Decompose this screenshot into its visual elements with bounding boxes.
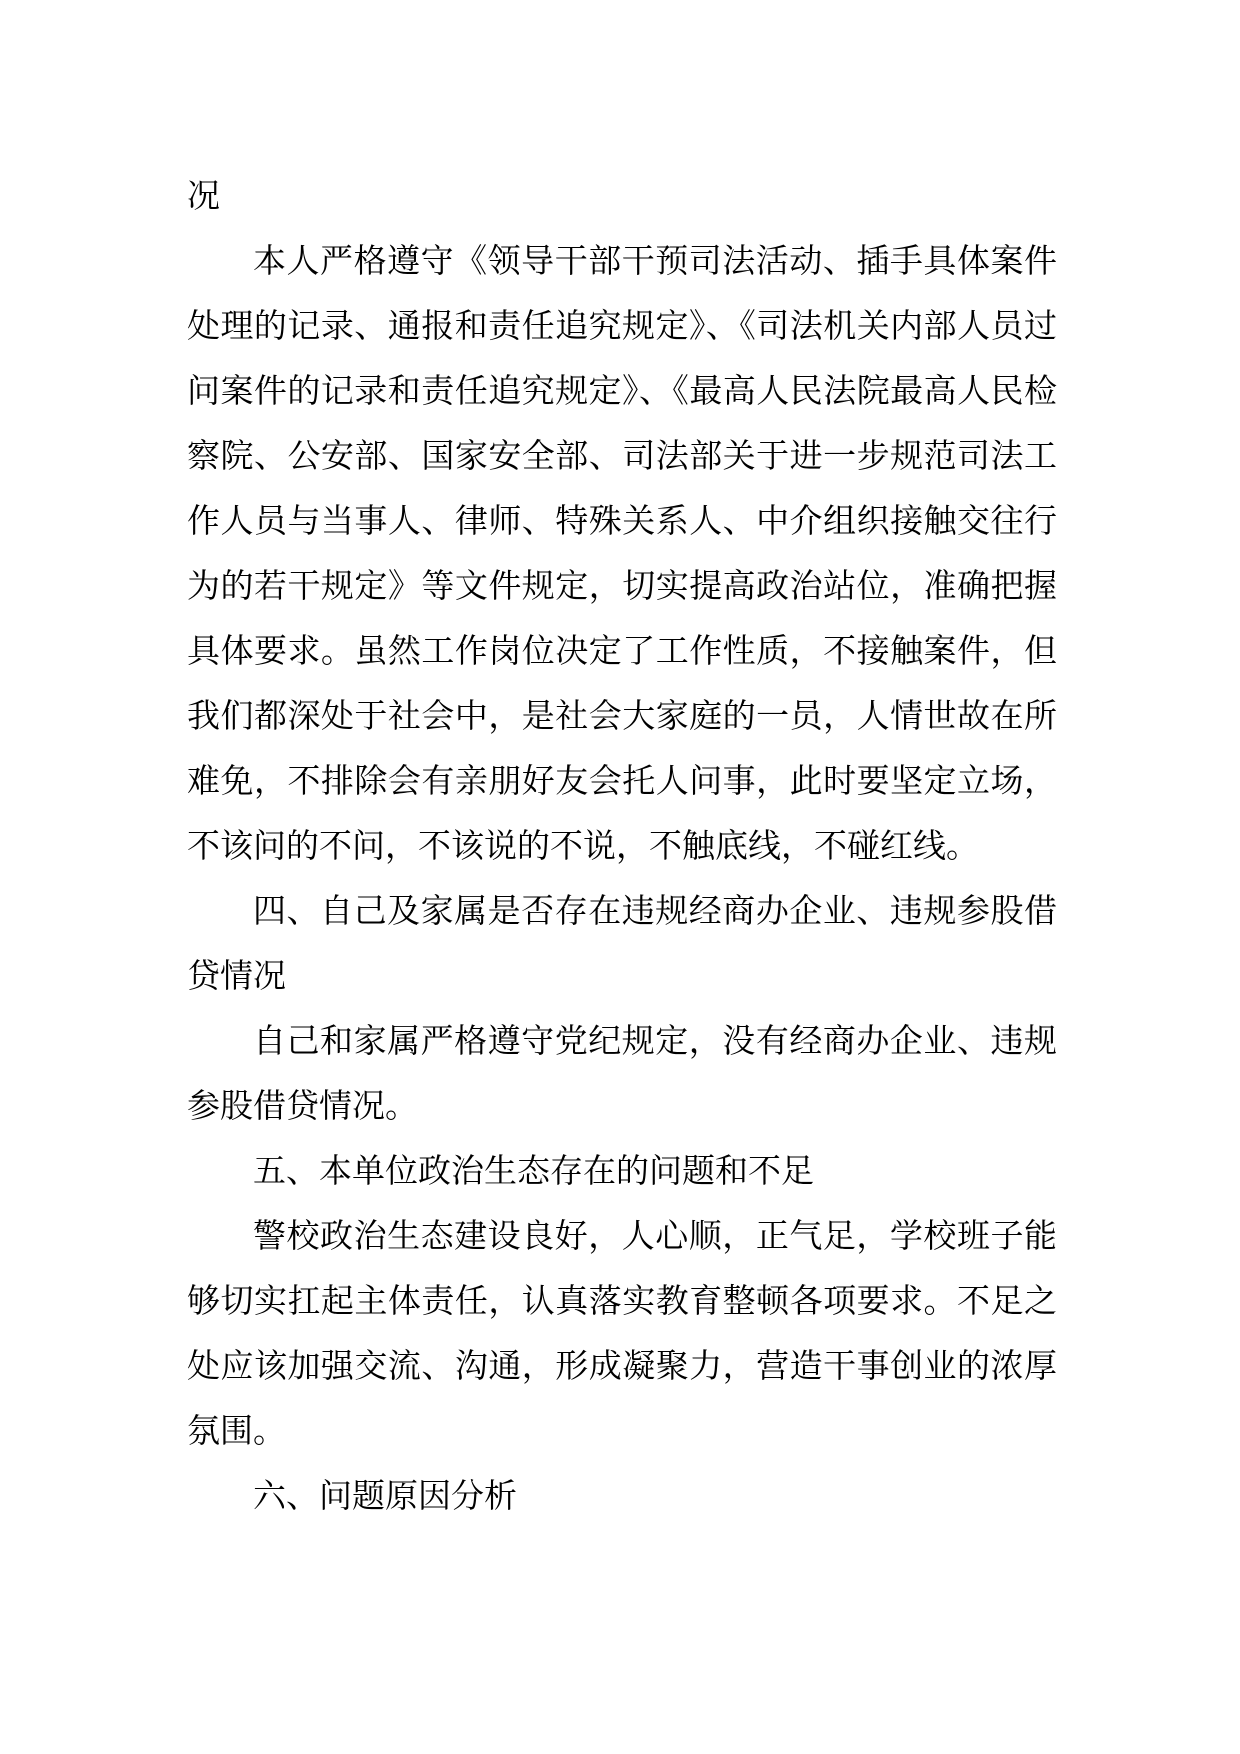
section-heading-5: 五、本单位政治生态存在的问题和不足: [253, 1151, 814, 1190]
body-paragraph-political-ecology: 警校政治生态建设良好，人心顺，正气足，学校班子能够切实扛起主体责任，认真落实教育整顿各项要求。不足之处应该加强交流、沟通，形成凝聚力，营造干事创业的浓厚氛围。: [187, 1216, 1057, 1450]
continued-heading-fragment: 况: [187, 176, 220, 215]
document-body: [187, 163, 1057, 1528]
section-heading-6: 六、问题原因分析: [253, 1476, 517, 1515]
body-paragraph-business: 自己和家属严格遵守党纪规定，没有经商办企业、违规参股借贷情况。: [187, 1021, 1057, 1125]
body-paragraph-regulations: 本人严格遵守《领导干部干预司法活动、插手具体案件处理的记录、通报和责任追究规定》、《司法机关内部人员过问案件的记录和责任追究规定》、《最高人民法院最高人民检察院、公安部、国家安全部、司法部关于进一步规范司法工作人员与当事人、律师、特殊关系人、中介组织接触交往行为的若干规定》等文件规定，切实提高政治站位，准确把握具体要求。虽然工作岗位决定了工作性质，不接触案件，但我们都深处于社会中，是社会大家庭的一员，人情世故在所难免，不排除会有亲朋好友会托人问事，此时要坚定立场，不该问的不问，不该说的不说，不触底线，不碰红线。: [187, 241, 1057, 865]
section-heading-4: 四、自己及家属是否存在违规经商办企业、违规参股借贷情况: [187, 891, 1057, 995]
